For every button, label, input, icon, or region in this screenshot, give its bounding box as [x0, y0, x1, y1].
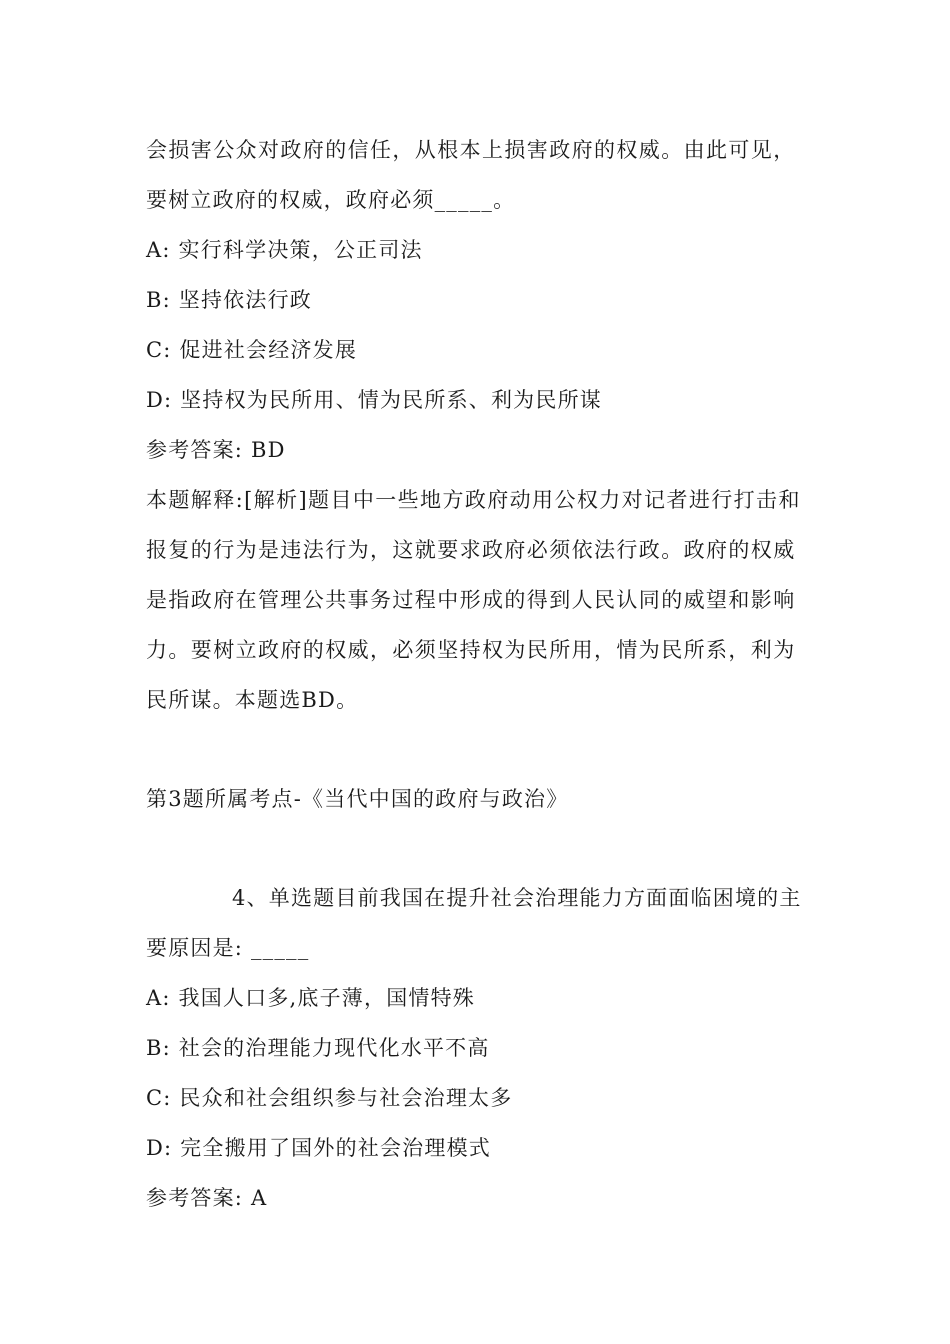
q4-option-a: A: 我国人口多,底子薄，国情特殊 — [146, 986, 475, 1010]
q4-option-c: C: 民众和社会组织参与社会治理太多 — [146, 1086, 513, 1110]
q3-stem-line-2: 要树立政府的权威，政府必须_____。 — [146, 188, 516, 212]
q3-option-d: D: 坚持权为民所用、情为民所系、利为民所谋 — [146, 388, 602, 412]
q3-stem-line-1: 会损害公众对政府的信任，从根本上损害政府的权威。由此可见， — [146, 138, 796, 162]
q4-stem-line-1: 4、单选题目前我国在提升社会治理能力方面面临困境的主 — [232, 886, 802, 910]
q3-option-a: A: 实行科学决策，公正司法 — [146, 238, 423, 262]
q4-option-d: D: 完全搬用了国外的社会治理模式 — [146, 1136, 491, 1160]
q4-option-b: B: 社会的治理能力现代化水平不高 — [146, 1036, 490, 1060]
q3-explanation-line-2: 报复的行为是违法行为，这就要求政府必须依法行政。政府的权威 — [146, 538, 796, 562]
q3-explanation-line-4: 力。要树立政府的权威，必须坚持权为民所用，情为民所系，利为 — [146, 638, 796, 662]
q3-option-b: B: 坚持依法行政 — [146, 288, 312, 312]
q3-explanation-line-3: 是指政府在管理公共事务过程中形成的得到人民认同的威望和影响 — [146, 588, 796, 612]
q3-explanation-line-5: 民所谋。本题选BD。 — [146, 688, 359, 712]
q3-topic: 第3题所属考点-《当代中国的政府与政治》 — [146, 787, 569, 811]
q4-stem-line-2: 要原因是: _____ — [146, 936, 310, 960]
q4-answer: 参考答案: A — [146, 1186, 268, 1210]
q3-option-c: C: 促进社会经济发展 — [146, 338, 358, 362]
q3-explanation-line-1: 本题解释:[解析]题目中一些地方政府动用公权力对记者进行打击和 — [146, 488, 801, 512]
q3-answer: 参考答案: BD — [146, 438, 286, 462]
